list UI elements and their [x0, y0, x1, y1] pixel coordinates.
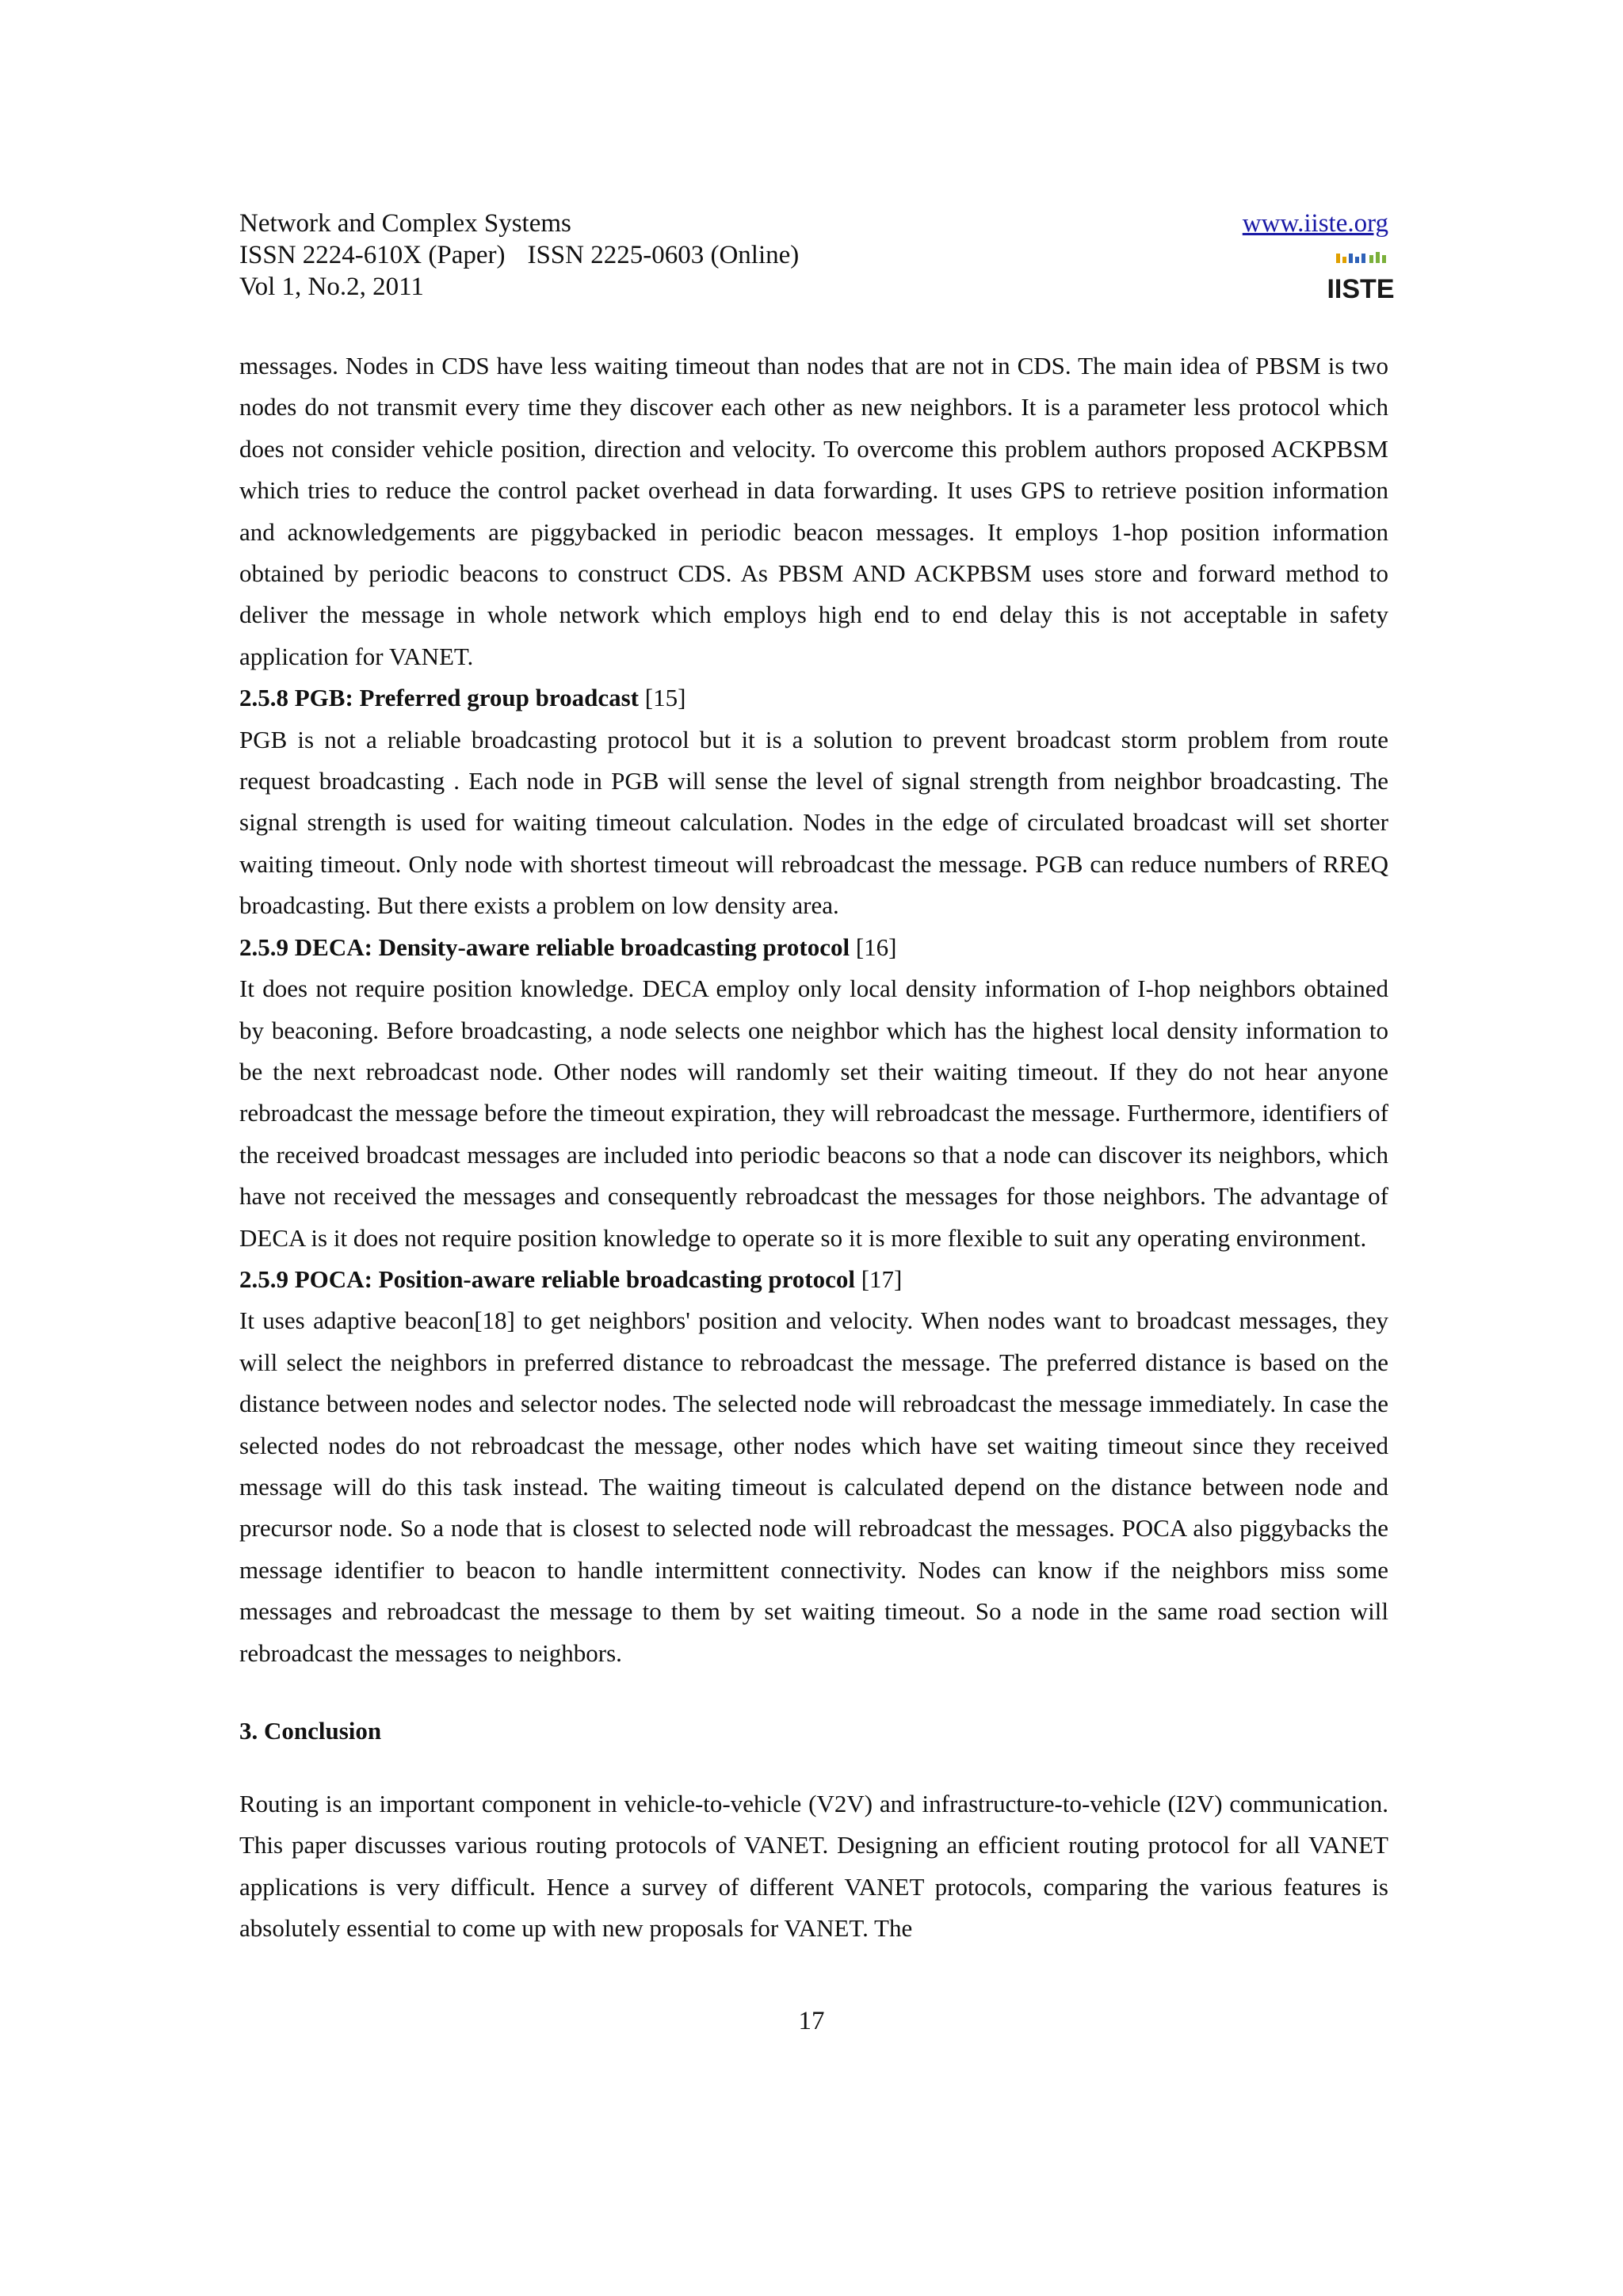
paper-page [239, 208, 1395, 1950]
journal-name: Network and Complex Systems [239, 209, 571, 238]
issn-print: ISSN 2224-610X (Paper) [239, 241, 506, 269]
section-heading-deca [239, 927, 1388, 968]
logo-text: IISTE [1327, 274, 1395, 304]
section-title-deca: 2.5.9 DECA: Density-aware reliable broadcasting protocol [239, 933, 850, 961]
section-ref-pgb: [15] [644, 684, 686, 712]
section-title-pgb: 2.5.8 PGB: Preferred group broadcast [239, 684, 639, 712]
section-ref-deca: [16] [855, 933, 897, 961]
journal-link-area [1243, 208, 1388, 239]
website-link[interactable]: www.iiste.org [1242, 209, 1388, 238]
iiste-logo-icon [1327, 252, 1395, 306]
intro-paragraph: messages. Nodes in CDS have less waiting timeout than nodes that are not in CDS. The main idea of PBSM is two nodes do not transmit every time they discover each other as new neighbors. It is a parameter less protocol which does not consider vehicle position, direction and velocity. To overcome this problem authors proposed ACKPBSM which tries to reduce the control packet overhead in data forwarding. It uses GPS to retrieve position information and acknowledgements are piggybacked in periodic beacon messages. It employs 1-hop position information obtained by periodic beacons to construct CDS. As PBSM AND ACKPBSM uses store and forward method to deliver the message in whole network which employs high end to end delay this is not acceptable in safety application for VANET. [239, 352, 1388, 670]
issn-online: ISSN 2225-0603 (Online) [527, 241, 800, 269]
section-heading-pgb [239, 677, 1388, 719]
volume-info: Vol 1, No.2, 2011 [239, 273, 424, 301]
issn-line [239, 239, 1388, 271]
conclusion-paragraph: Routing is an important component in vehicle-to-vehicle (V2V) and infrastructure-to-vehicle (I2V) communication. This paper discusses various routing protocols of VANET. Designing an efficient routing protocol for all VANET applications is very difficult. Hence a survey of different VANET protocols, comparing the various features is absolutely essential to come up with new proposals for VANET. The [239, 1790, 1388, 1943]
section-ref-poca: [17] [861, 1264, 903, 1293]
page-number: 17 [798, 2007, 825, 2035]
deca-paragraph: It does not require position knowledge. DECA employ only local density information of I-hop neighbors obtained by beaconing. Before broadcasting, a node selects one neighbor which has the highest local density information to be the next rebroadcast node. Other nodes will randomly set their waiting timeout. If they do not hear anyone rebroadcast the message before the timeout expiration, they will rebroadcast the message. Furthermore, identifiers of the received broadcast messages are included into periodic beacons so that a node can discover its neighbors, which have not received the messages and consequently rebroadcast the messages for those neighbors. The advantage of DECA is it does not require position knowledge to operate so it is more flexible to suit any operating environment. [239, 974, 1388, 1252]
article-body [239, 345, 1388, 1950]
page-header [239, 208, 1395, 311]
pgb-paragraph: PGB is not a reliable broadcasting protocol but it is a solution to prevent broadcast storm problem from route request broadcasting . Each node in PGB will sense the level of signal strength from neighbor broadcasting. The signal strength is used for waiting timeout calculation. Nodes in the edge of circulated broadcast will set shorter waiting timeout. Only node with shortest timeout will rebroadcast the message. PGB can reduce numbers of RREQ broadcasting. But there exists a problem on low density area. [239, 725, 1388, 920]
section-heading-poca [239, 1259, 1388, 1300]
section-title-poca: 2.5.9 POCA: Position-aware reliable broadcasting protocol [239, 1264, 855, 1293]
conclusion-heading: 3. Conclusion [239, 1717, 382, 1745]
journal-info [239, 208, 1388, 303]
poca-paragraph: It uses adaptive beacon[18] to get neighbors' position and velocity. When nodes want to broadcast messages, they will select the neighbors in preferred distance to rebroadcast the message. The preferred distance is based on the distance between nodes and selector nodes. The selected node will rebroadcast the message immediately. In case the selected nodes do not rebroadcast the message, other nodes which have set waiting timeout since they received message will do this task instead. The waiting timeout is calculated depend on the distance between node and precursor node. So a node that is closest to selected node will rebroadcast the messages. POCA also piggybacks the message identifier to beacon to handle intermittent connectivity. Nodes can know if the neighbors miss some messages and rebroadcast the message to them by set waiting timeout. So a node in the same road section will rebroadcast the messages to neighbors. [239, 1306, 1388, 1667]
